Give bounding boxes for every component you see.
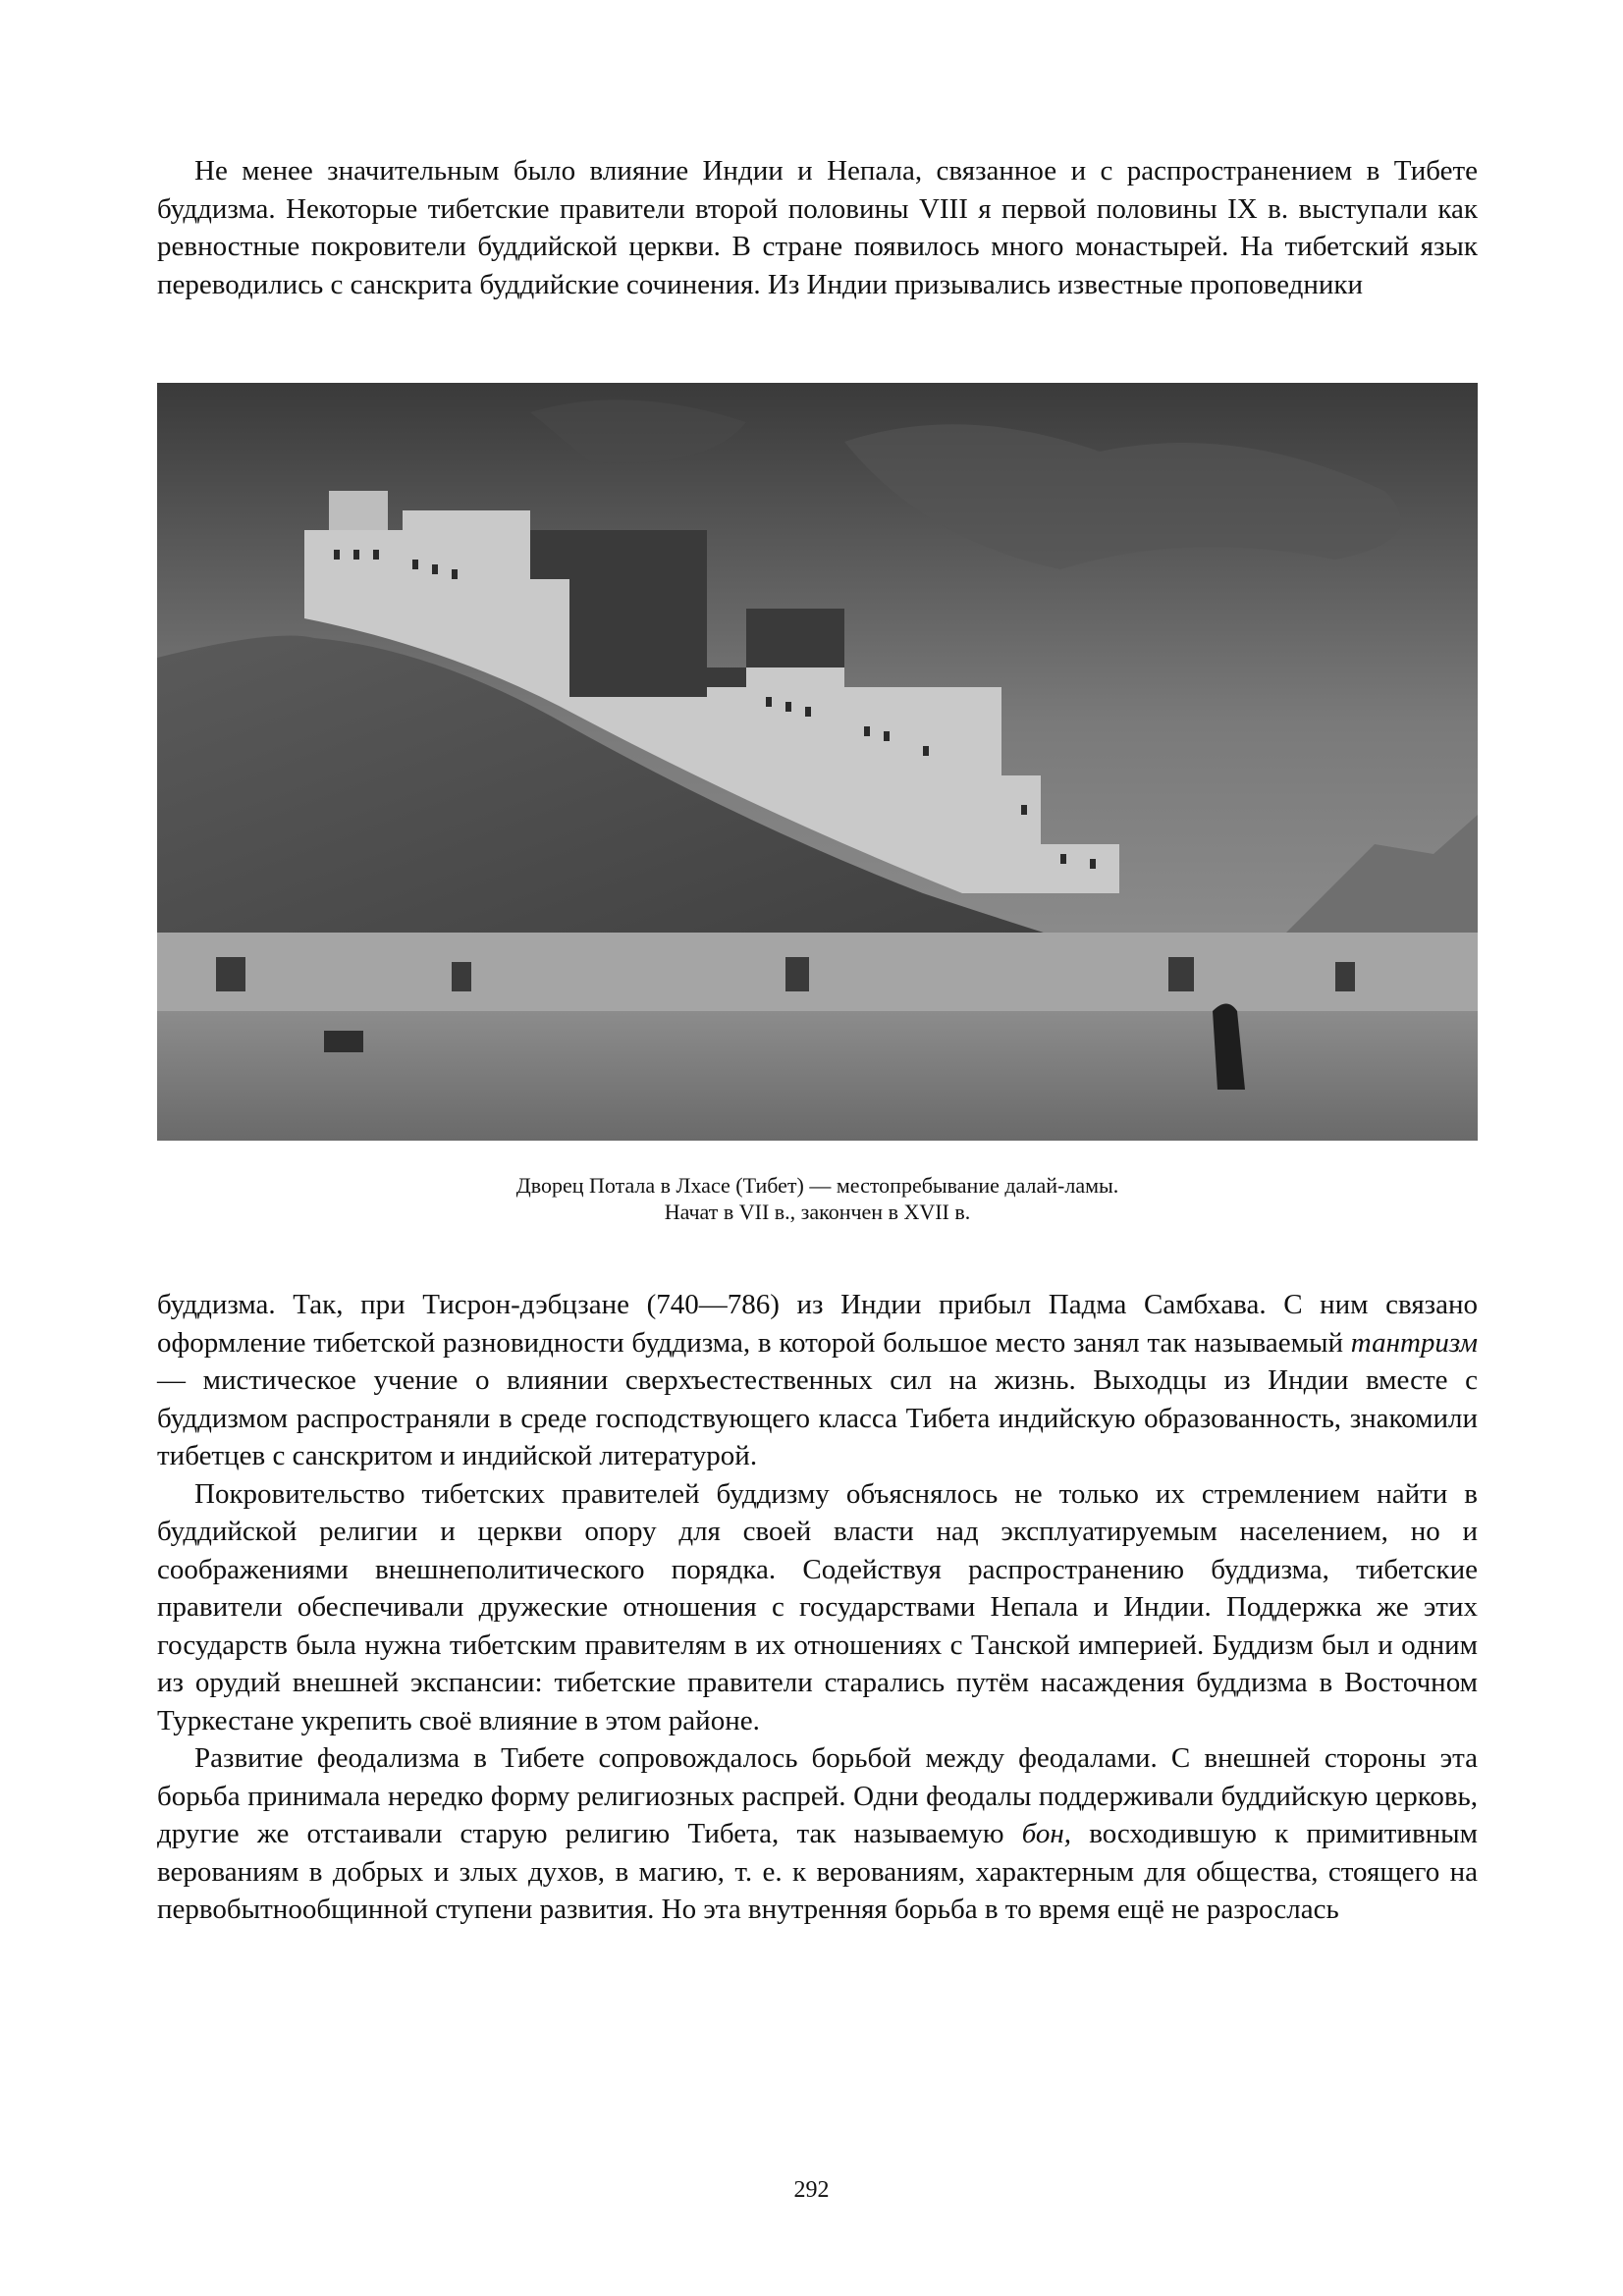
italic-term-tantrism: тантризм (1350, 1326, 1478, 1359)
paragraph-text: — мистическое учение о влиянии сверхъестественных сил на жизнь. Выходцы из Индии вместе с буддизмом распространяли в среде господствующего класса Тибета индийскую образованность, знакомили тибетцев с санскритом и индийской литературой. (157, 1364, 1478, 1471)
potala-palace-illustration (157, 383, 1478, 1141)
top-text-block (157, 152, 1478, 303)
caption-line-2: Начат в VII в., закончен в XVII в. (664, 1200, 971, 1224)
foreground-buildings (157, 933, 1478, 1011)
caption-line-1: Дворец Потала в Лхасе (Тибет) — местопребывание далай-ламы. (515, 1173, 1119, 1198)
bottom-text-block (157, 1286, 1478, 1929)
paragraph-text: буддизма. Так, при Тисрон-дэбцзане (740—786) из Индии прибыл Падма Самбхава. С ним связано оформление тибетской разновидности буддизма, в которой большое место занял так называемый (157, 1289, 1478, 1359)
paragraph-padma-sambhava (157, 1286, 1478, 1475)
page-number: 292 (793, 2177, 830, 2203)
ground (157, 1011, 1478, 1141)
palace-tower (329, 491, 388, 530)
paragraph-patronage: Покровительство тибетских правителей буддизму объяснялось не только их стремлением найти в буддийской религии и церкви опору для своей власти над эксплуатируемым населением, но и соображениями внешнеполитического порядка. Содействуя распространению буддизма, тибетские правители обеспечивали дружеские отношения с государствами Непала и Индии. Поддержка же этих государств была нужна тибетским правителям в их отношениях с Танской империей. Буддизм был и одним из орудий внешней экспансии: тибетские правители старались путём насаждения буддизма в Восточном Туркестане укрепить своё влияние в этом районе. (157, 1477, 1478, 1736)
potala-palace-photo (157, 383, 1478, 1141)
italic-term-bon: бон, (1021, 1818, 1072, 1849)
paragraph-feudalism (157, 1739, 1478, 1929)
figure-caption (157, 1172, 1478, 1225)
paragraph-influence-india-nepal: Не менее значительным было влияние Индии и Непала, связанное и с распространением в Тибете буддизма. Некоторые тибетские правители второй половины VIII я первой половины IX в. выступали как ревностные покровители буддийской церкви. В стране появилось много монастырей. На тибетский язык переводились с санскрита буддийские сочинения. Из Индии призывались известные проповедники (157, 155, 1478, 300)
paragraph-text: восходившую к примитивным верованиям в добрых и злых духов, в магию, т. е. к верованиям, характерным для общества, стоящего на первобытнообщинной ступени развития. Но эта внутренняя борьба в то время ещё не разрослась (157, 1818, 1479, 1925)
paragraph-text: Развитие феодализма в Тибете сопровождалось борьбой между феодалами. С внешней стороны эта борьба принимала нередко форму религиозных распрей. Одни феодалы поддерживали буддийскую церковь, другие же отстаивали старую религию Тибета, так называемую (157, 1742, 1478, 1849)
animal-silhouette (324, 1031, 363, 1052)
